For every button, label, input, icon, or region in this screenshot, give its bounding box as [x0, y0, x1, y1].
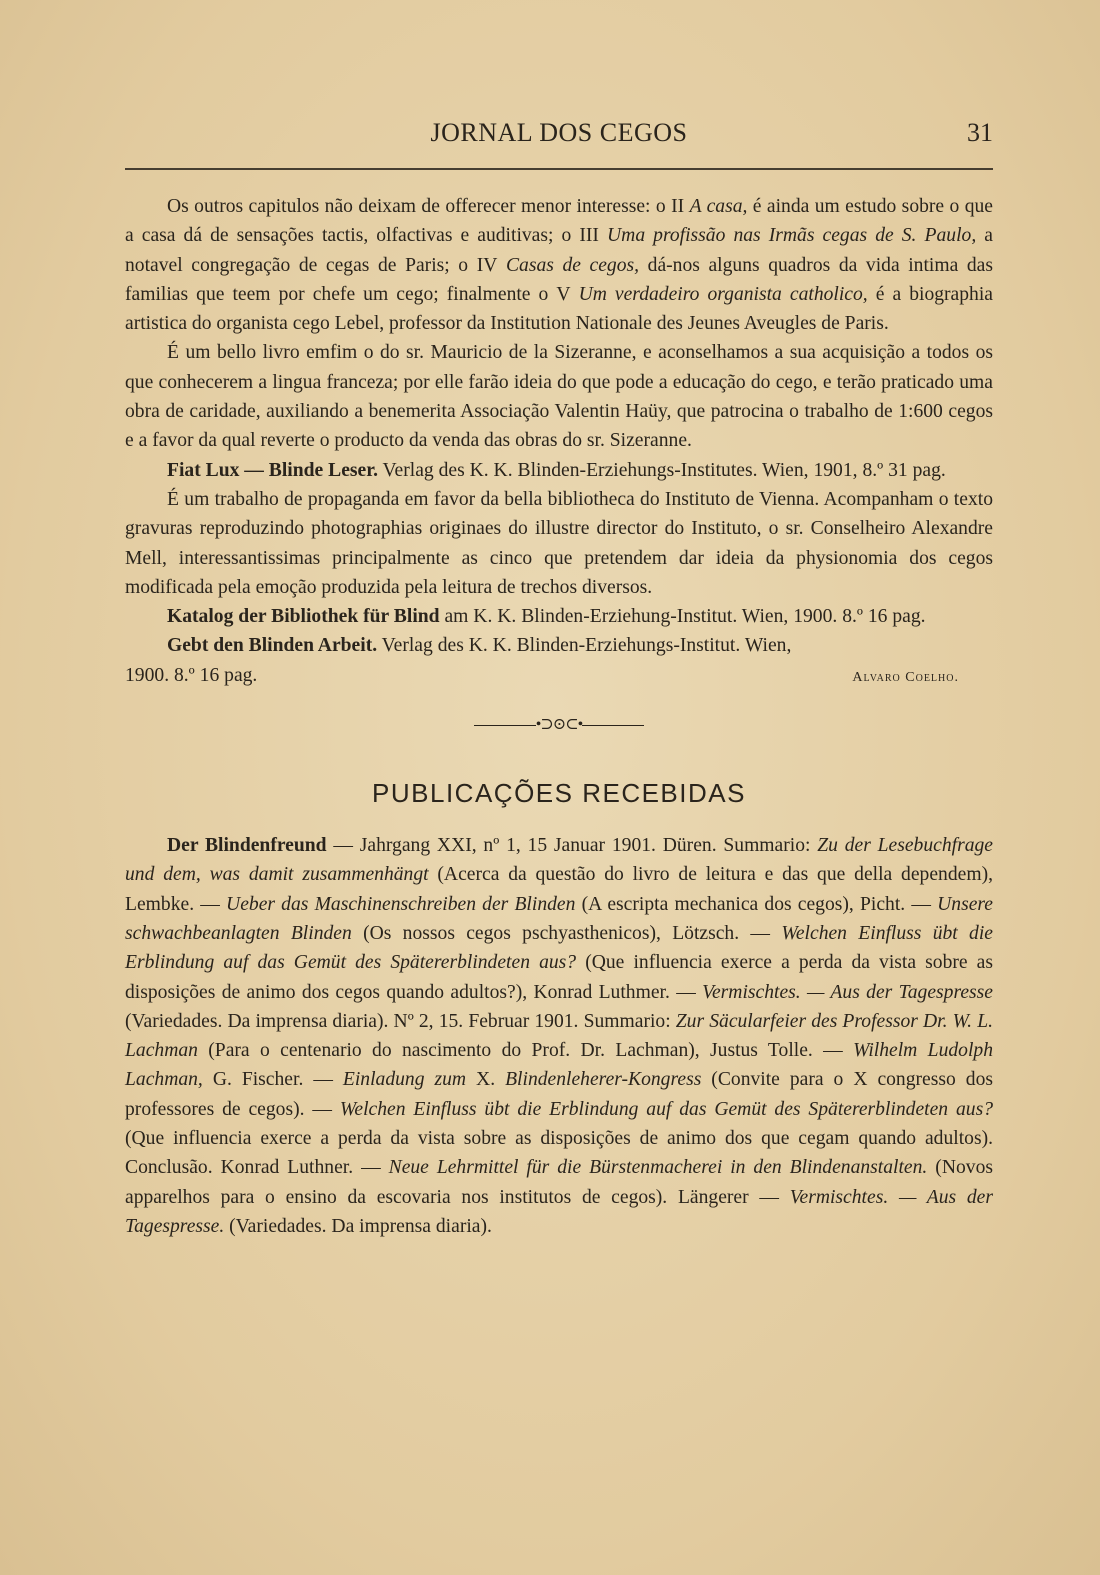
chapter-title: Um verdadeiro organista catholico,	[578, 283, 868, 305]
section-heading: PUBLICAÇÕES RECEBIDAS	[372, 778, 746, 809]
text-run: , nº 1, 15 Januar 1901. Düren. Summario:	[471, 835, 818, 857]
header-rule	[125, 168, 993, 170]
article-title: Zu der Lesebuchfrage und dem, was damit zusammenhängt	[125, 835, 993, 886]
entry-title: Katalog der Bibliothek für Blind	[167, 606, 440, 628]
entry-title: Fiat Lux — Blinde Leser.	[167, 459, 379, 481]
roman-numeral: II	[671, 196, 685, 217]
text-run: (Que influencia exerce a perda da vista sobre as disposições de animo dos que cegam quando adultos). Conclusão. Konrad Luthner. —	[125, 1128, 993, 1179]
article-title: Vermischtes. — Aus der Tagespresse	[702, 981, 993, 1003]
text-run: — Jahrgang	[326, 835, 437, 857]
ornament-glyph: •⊃⊙⊂•	[535, 716, 583, 734]
divider-line	[582, 725, 644, 726]
text-run: (Convite para o X congresso dos professores de cegos). —	[125, 1069, 993, 1120]
entry-title: Der Blindenfreund	[167, 835, 327, 857]
chapter-title: Uma profissão nas Irmãs cegas de S. Paulo,	[607, 225, 977, 247]
entry-details: Verlag des K. K. Blinden-Erziehungs-Institut. Wien,	[377, 635, 792, 657]
text-run: (Que influencia exerce a perda da vista sobre as disposições de animo dos cegos quando adultos?), Konrad Luthmer. —	[125, 952, 994, 1003]
running-title: JORNAL DOS CEGOS	[430, 118, 688, 147]
article-title: Einladung zum	[342, 1069, 467, 1091]
text-run: a notavel congregação de cegas de Paris; o	[125, 225, 993, 276]
text-run: X.	[466, 1069, 506, 1091]
page	[125, 118, 993, 1241]
article-title: Zur Säcularfeier des Professor Dr. W. L. Lachman	[125, 1010, 993, 1062]
text-run: (Para o centenario do nascimento do Prof. Dr. Lachman), Justus Tolle. —	[197, 1040, 854, 1062]
article-title: Unsere schwachbeanlagten Blinden	[125, 893, 993, 944]
publication-entry	[125, 831, 993, 1241]
bibliography-entry	[125, 456, 993, 485]
page-number: 31	[967, 118, 993, 147]
paragraph: É um trabalho de propaganda em favor da bella bibliotheca do Instituto de Vienna. Acompanham o texto gravuras reproduzindo photographias originaes do illustre director do Instituto, o sr. Conselheiro Alexandre Mell, interessantissimas principalmente as cinco que pretendem dar ideia da physionomia dos cegos modificada pela emoção produzida pela leitura de trechos diversos.	[125, 488, 993, 598]
roman-numeral: IV	[476, 254, 498, 276]
text-run: (Variedades. Da imprensa diaria). Nº 2, 15. Februar 1901. Summario:	[125, 1010, 676, 1032]
roman-numeral: XXI	[436, 835, 472, 857]
article-title: Welchen Einfluss übt die Erblindung auf das Gemüt des Spätererblindeten aus?	[339, 1098, 993, 1120]
text-run: (Variedades. Da imprensa diaria).	[224, 1215, 492, 1237]
ornament-divider	[125, 714, 993, 734]
roman-numeral: III	[579, 225, 599, 247]
body-text	[125, 192, 993, 692]
text-run: Os outros capitulos não deixam de offerecer menor interesse: o	[167, 196, 672, 217]
article-title: Wilhelm Ludolph Lachman,	[125, 1040, 993, 1091]
entry-details: am K. K. Blinden-Erziehung-Institut. Wien, 1900. 8.º 16 pag.	[439, 606, 926, 628]
text-run: (Os nossos cegos pschyasthenicos), Lötzsch. —	[351, 922, 782, 944]
signature-line	[125, 661, 993, 692]
text-run: (Acerca da questão do livro de leitura e das que della dependem), Lembke. —	[125, 864, 993, 915]
article-title: Ueber das Maschinenschreiben der Blinden	[226, 893, 576, 915]
divider-line	[474, 725, 536, 726]
text-run	[497, 255, 506, 276]
publications-text	[125, 831, 993, 1241]
entry-details: Verlag des K. K. Blinden-Erziehungs-Institutes. Wien, 1901, 8.º 31 pag.	[378, 459, 946, 481]
roman-numeral: V	[556, 283, 571, 305]
chapter-title: Casas de cegos,	[505, 254, 640, 276]
article-title: Welchen Einfluss übt die Erblindung auf das Gemüt des Spätererblindeten aus?	[125, 922, 993, 974]
chapter-title: A casa,	[689, 196, 748, 217]
entry-details: 1900. 8.º 16 pag.	[125, 664, 258, 686]
paragraph: É um bello livro emfim o do sr. Mauricio de la Sizeranne, e aconselhamos a sua acquisição a todos os que conhecerem a lingua franceza; por elle farão ideia do que pode a educação do cego, e terão praticado uma obra de caridade, auxiliando a benemerita Associação Valentin Haüy, que patrocina o trabalho de 1:600 cegos e a favor da qual reverte o producto da venda das obras do sr. Sizeranne.	[125, 342, 993, 452]
text-run	[571, 284, 579, 305]
paragraph	[125, 192, 993, 338]
entry-title: Gebt den Blinden Arbeit.	[167, 635, 378, 657]
text-run: é ainda um estudo sobre o que a casa dá de sensações tactis, olfactivas e auditivas; o	[125, 196, 994, 247]
article-title: Blindenleherer-Kongress	[505, 1069, 702, 1091]
bibliography-entry	[125, 631, 993, 660]
text-run	[599, 225, 607, 246]
text-run: G. Fischer. —	[202, 1069, 343, 1091]
page-header	[125, 118, 993, 162]
text-run: é a biographia artistica do organista cego Lebel, professor da Institution Nationale des Jeunes Aveugles de Paris.	[125, 283, 993, 335]
text-run: dá-nos alguns quadros da vida intima das familias que teem por chefe um cego; finalmente o	[125, 254, 993, 305]
article-title: Vermischtes. — Aus der Tagespresse.	[125, 1186, 993, 1237]
bibliography-entry	[125, 602, 993, 631]
article-title: Neue Lehrmittel für die Bürstenmacherei in den Blindenanstalten.	[388, 1157, 928, 1179]
author-signature: Alvaro Coelho.	[852, 669, 959, 685]
text-run: (Novos apparelhos para o ensino da escovaria nos institutos de cegos). Längerer —	[125, 1157, 993, 1208]
text-run: (A escripta mechanica dos cegos), Picht. —	[575, 893, 938, 915]
